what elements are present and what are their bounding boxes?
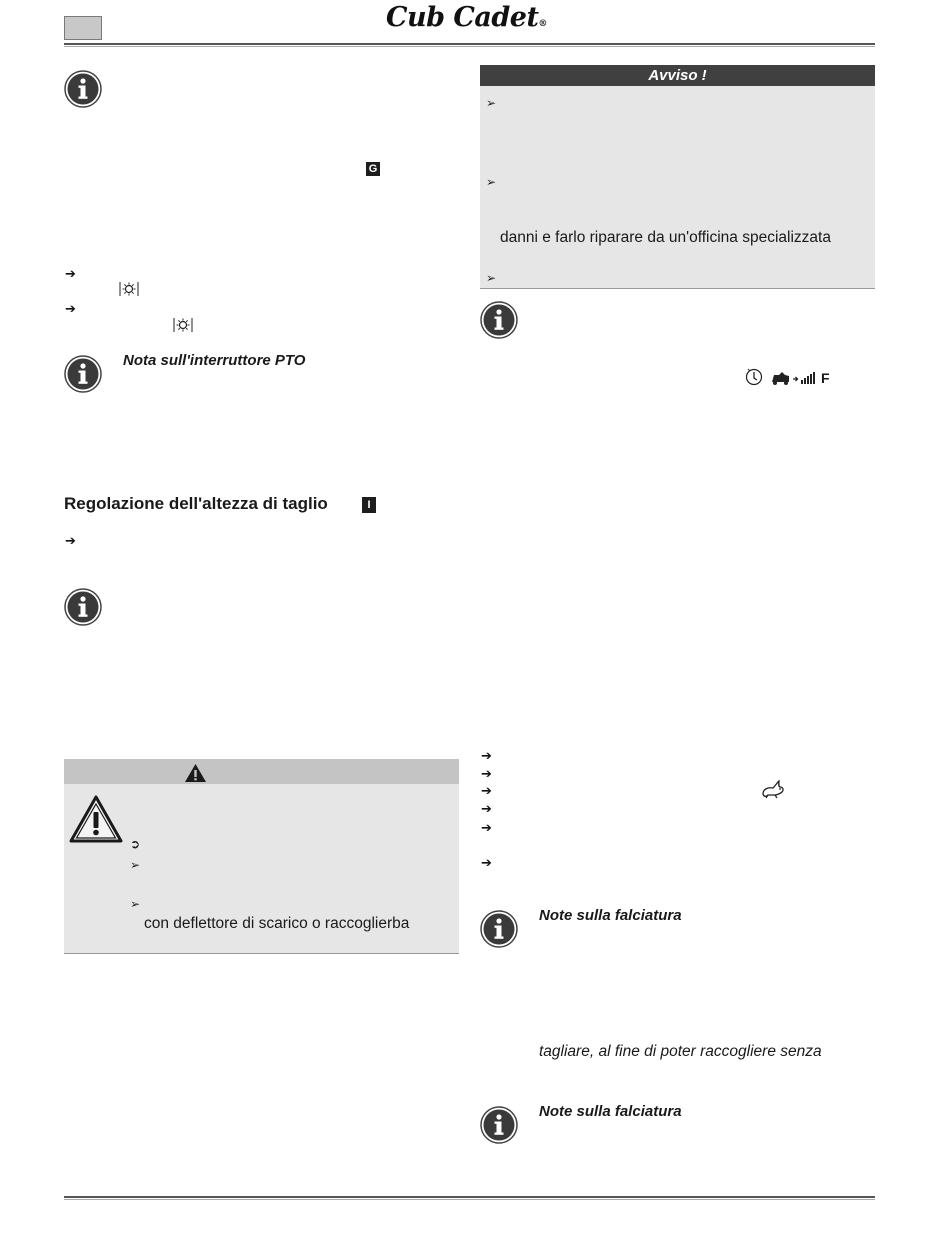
info-icon <box>480 1106 518 1144</box>
info-icon <box>480 910 518 948</box>
pto-switch-icon <box>119 280 139 298</box>
info-icon <box>64 355 102 393</box>
note-mowing-title: Note sulla falciatura <box>539 907 682 924</box>
warning-box-bottom-rule <box>480 288 875 289</box>
triangle-pointer-icon: ➢ <box>486 96 497 110</box>
footer-rule-thin <box>64 1199 875 1200</box>
registered-mark: ® <box>538 19 547 29</box>
page-number-box <box>64 16 102 40</box>
warning-triangle-icon <box>184 763 207 783</box>
section-heading-cutting-height: Regolazione dell'altezza di taglio <box>64 494 328 513</box>
right-arrow-icon: ➔ <box>481 802 492 817</box>
right-arrow-icon: ➔ <box>481 784 492 799</box>
rabbit-fast-icon <box>760 780 786 800</box>
brand-logo-text: Cub Cadet <box>386 2 539 33</box>
throttle-icon <box>770 370 820 386</box>
right-arrow-icon: ➔ <box>481 767 492 782</box>
loop-arrow-icon: ➲ <box>130 837 141 851</box>
warning-triangle-icon <box>69 795 123 843</box>
triangle-pointer-icon: ➢ <box>130 858 141 872</box>
header-rule-thin <box>64 46 875 47</box>
info-icon <box>480 301 518 339</box>
warning-box-title: Avviso ! <box>480 65 875 86</box>
right-arrow-icon: ➔ <box>65 267 76 282</box>
right-arrow-icon: ➔ <box>481 856 492 871</box>
note-mowing-title: Note sulla falciatura <box>539 1103 682 1120</box>
note-pto-title: Nota sull'interruttore PTO <box>123 352 306 369</box>
figure-label-g: G <box>366 162 380 176</box>
figure-label-i: I <box>362 497 376 513</box>
danger-text-line: con deflettore di scarico o raccoglierba <box>144 915 410 932</box>
warning-text-line: danni e farlo riparare da un'officina specializzata <box>500 229 831 246</box>
right-arrow-icon: ➔ <box>481 749 492 764</box>
throttle-fast-letter: F <box>821 370 830 386</box>
note-mowing-text-line: tagliare, al fine di poter raccogliere senza <box>539 1043 822 1060</box>
danger-box-header <box>64 759 459 784</box>
info-icon <box>64 70 102 108</box>
triangle-pointer-icon: ➢ <box>486 175 497 189</box>
danger-box-bottom-rule <box>64 953 459 954</box>
brand-logo <box>386 2 566 38</box>
right-arrow-icon: ➔ <box>65 302 76 317</box>
footer-rule <box>64 1196 875 1198</box>
info-icon <box>64 588 102 626</box>
right-arrow-icon: ➔ <box>481 821 492 836</box>
triangle-pointer-icon: ➢ <box>486 271 497 285</box>
triangle-pointer-icon: ➢ <box>130 897 141 911</box>
warning-box <box>480 65 875 289</box>
right-arrow-icon: ➔ <box>65 534 76 549</box>
pto-switch-icon <box>173 316 193 334</box>
header-rule <box>64 43 875 45</box>
choke-icon <box>745 368 763 386</box>
